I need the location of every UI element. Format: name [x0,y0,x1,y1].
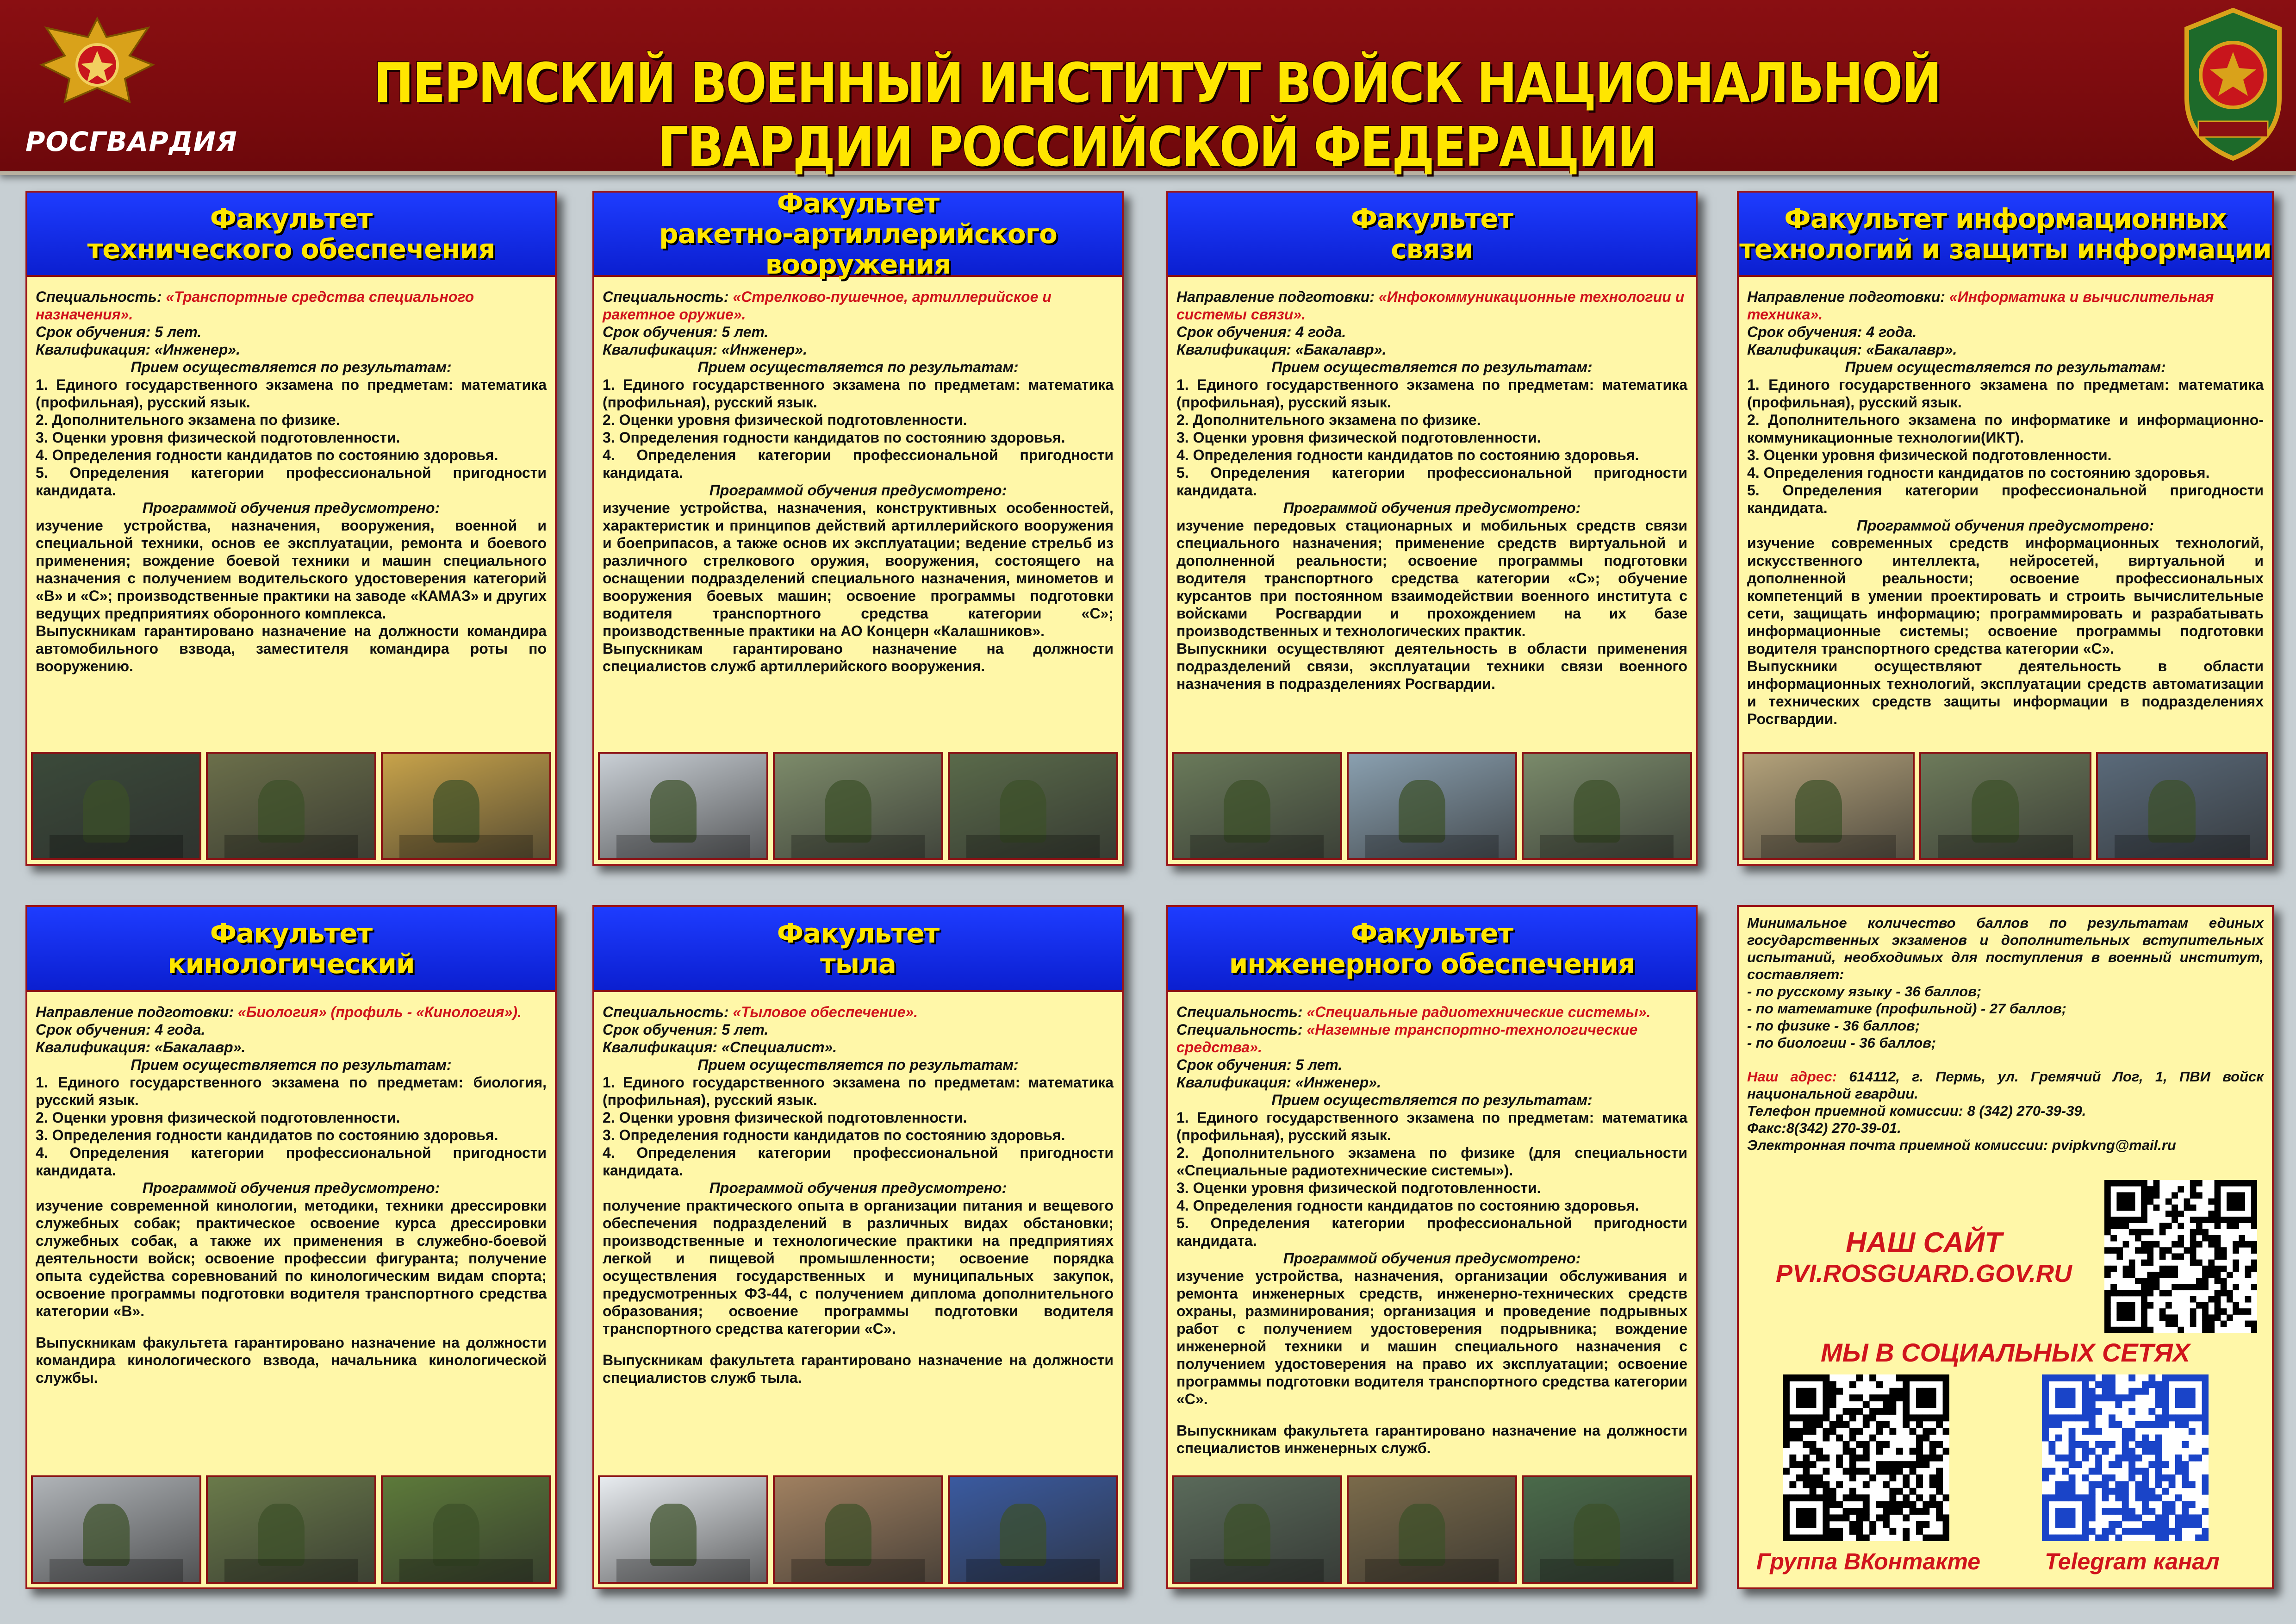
program-heading: Программой обучения предусмотрено: [709,1180,1007,1196]
faculty-photo [773,1475,943,1584]
faculty-body [36,288,547,675]
faculty-photo [1347,752,1517,860]
admission-heading: Прием осуществляется по результатам: [1271,1092,1593,1108]
faculty-photo [1172,1475,1342,1584]
rosgvardia-logo: РОСГВАРДИЯ [25,126,237,157]
faculty-photo [381,752,551,860]
min-score-text: Минимальное количество баллов по результатам единых государственных экзаменов и дополнительных вступительных испытаний, необходимых для поступления в военный институт, составляет: [1747,915,2264,982]
photo-strip [1172,1475,1692,1584]
faculty-photo [2096,752,2268,860]
qualification: Квалификация: «Инженер». [1176,1074,1381,1091]
qr-icon [2104,1180,2257,1333]
admission-item: 3. Определения годности кандидатов по состоянию здоровья. [603,429,1065,446]
program-heading: Программой обучения предусмотрено: [1856,517,2154,534]
score-item: - по русскому языку - 36 баллов; [1747,983,1982,999]
qualification: Квалификация: «Специалист». [603,1039,837,1056]
eagle-emblem-icon [37,9,157,116]
study-term: Срок обучения: 5 лет. [36,324,202,340]
vk-qr-icon [1783,1374,1949,1541]
admission-item: 4. Определения годности кандидатов по состоянию здоровья. [1176,447,1639,463]
spec-label: Специальность: [1176,1021,1303,1038]
qualification: Квалификация: «Инженер». [36,341,240,358]
study-term: Срок обучения: 4 года. [1176,324,1346,340]
faculty-photo [773,752,943,860]
site-link[interactable]: PVI.ROSGUARD.GOV.RU [1775,1260,2072,1287]
faculty-card [1166,191,1698,866]
photo-strip [31,752,551,860]
faculty-card [1737,191,2274,866]
admission-item: 3. Определения годности кандидатов по состоянию здоровья. [36,1127,498,1143]
admission-item: 4. Определения годности кандидатов по состоянию здоровья. [1747,464,2210,481]
faculty-photo [598,1475,768,1584]
study-term: Срок обучения: 5 лет. [1176,1056,1343,1073]
admission-item: 1. Единого государственного экзамена по предметам: математика (профильная), русский язык. [603,376,1114,411]
admission-item: 2. Оценки уровня физической подготовленности. [36,1109,400,1126]
faculty-photo [948,1475,1118,1584]
admission-heading: Прием осуществляется по результатам: [697,359,1019,375]
admission-item: 1. Единого государственного экзамена по предметам: математика (профильная), русский язык. [1176,1109,1687,1143]
program-heading: Программой обучения предусмотрено: [709,482,1007,499]
faculty-title-line2: тыла [820,948,896,980]
faculty-photo [598,752,768,860]
faculty-photo [206,1475,376,1584]
vk-caption[interactable]: Группа ВКонтакте [1756,1549,1981,1574]
faculty-header [27,907,555,992]
faculty-card [25,191,557,866]
faculty-body [1176,288,1687,693]
program-heading: Программой обучения предусмотрено: [142,500,440,516]
faculty-body [1176,1003,1687,1457]
admission-item: 2. Дополнительного экзамена по физике. [1176,412,1481,428]
spec-value: «Тыловое обеспечение». [733,1004,918,1020]
photo-strip [598,752,1118,860]
program-text: изучение устройства, назначения, вооружения, военной и специальной техники, основ ее эксплуатации, ремонта и боевого применения; вождение боевой техники и машин специального назначения с получением водительского удостоверения категорий «В» и «С»; производственные практики на заводе «КАМАЗ» и других ведущих предприятиях оборонного комплекса. [36,517,547,622]
admission-item: 2. Дополнительного экзамена по информатике и информационно-коммуникационные технологии(ИКТ). [1747,412,2264,446]
admission-item: 3. Определения годности кандидатов по состоянию здоровья. [603,1127,1065,1143]
graduate-text: Выпускникам факультета гарантировано назначение на должности специалистов инженерных служб. [1176,1422,1687,1456]
spec-value: «Инфокоммуникационные технологии и системы связи». [1176,288,1685,323]
telegram-caption[interactable]: Telegram канал [2045,1549,2220,1574]
admission-item: 5. Определения категории профессиональной пригодности кандидата. [36,464,547,499]
graduate-text: Выпускникам факультета гарантировано назначение на должности командира кинологического взвода, начальника кинологической службы. [36,1334,547,1386]
faculty-photo [1742,752,1915,860]
program-heading: Программой обучения предусмотрено: [1283,1250,1581,1267]
admission-item: 2. Дополнительного экзамена по физике. [36,412,340,428]
faculty-title-line2: технического обеспечения [87,233,495,265]
faculty-header [594,907,1122,992]
admission-heading: Прием осуществляется по результатам: [131,1056,452,1073]
faculty-photo [206,752,376,860]
admission-item: 2. Дополнительного экзамена по физике (для специальности «Специальные радиотехнические системы»). [1176,1144,1687,1179]
admission-heading: Прием осуществляется по результатам: [1845,359,2166,375]
faculty-photo [1919,752,2091,860]
faculty-title-line1: Факультет [210,918,373,949]
faculty-title-line1: Факультет [1350,918,1513,949]
study-term: Срок обучения: 4 года. [1747,324,1917,340]
graduate-text: Выпускники осуществляют деятельность в области информационных технологий, эксплуатации средств автоматизации и технических средств защиты информации в подразделениях Росгвардии. [1747,658,2264,727]
spec-value: «Информатика и вычислительная техника». [1747,288,2214,323]
spec-value: «Стрелково-пушечное, артиллерийское и ракетное оружие». [603,288,1052,323]
program-text: изучение современной кинологии, методики, техники дрессировки служебных собак; практическое освоение курса дрессировки служебных собак, а также их применения в служебно-боевой деятельности войск; освоение профессии фигуранта; получение опыта судейства соревнований по кинологическим видам спорта; освоение программы подготовки водителя транспортного средства категории «В». [36,1197,547,1319]
program-text: изучение передовых стационарных и мобильных средств связи специального назначения; применение средств виртуальной и дополненной реальности; освоение программы подготовки водителя транспортного средства категории «С»; обучение курсантов при постоянном взаимодействии военного института с войсками Росгвардии и прохождением на их базе производственных и технологических практик. [1176,517,1687,639]
vk-qr-code[interactable] [1783,1374,1949,1541]
faculty-body [36,1003,547,1387]
faculty-photo [31,752,201,860]
admission-item: 4. Определения категории профессиональной пригодности кандидата. [603,447,1114,481]
qualification: Квалификация: «Инженер». [603,341,807,358]
faculty-header [1739,193,2272,277]
photo-strip [1172,752,1692,860]
photo-strip [1742,752,2268,860]
study-term: Срок обучения: 5 лет. [603,324,769,340]
site-qr-code[interactable] [2104,1180,2257,1333]
fax: Факс:8(342) 270-39-01. [1747,1120,1901,1136]
faculty-photo [1522,1475,1692,1584]
faculty-photo [381,1475,551,1584]
program-text: получение практического опыта в организации питания и вещевого обеспечения подразделений в различных видах обстановки; производственные и технологические практики на предприятиях легкой и пищевой промышленности; освоение порядка осуществления государственных и муниципальных закупок, предусмотренных ФЗ-44, с получением диплома дополнительного образования; освоение программы подготовки водителя транспортного средства категории «С». [603,1197,1114,1337]
program-text: изучение устройства, назначения, конструктивных особенностей, характеристик и принципов действий артиллерийского вооружения и боеприпасов, а также основ их эксплуатации; ведение стрельб из различного стрелкового оружия, вооружения, состоящего на оснащении подразделений специального назначения, минометов и вооружения боевых машин; освоение программы подготовки водителя транспортного средства категории «С»; производственные практики на АО Концерн «Калашников». [603,500,1114,639]
faculty-title-line2: связи [1391,233,1473,265]
graduate-text: Выпускникам факультета гарантировано назначение на должности специалистов служб тыла. [603,1352,1114,1386]
telegram-qr-icon [2042,1374,2209,1541]
faculty-card [592,905,1124,1589]
info-panel [1737,905,2274,1589]
admission-item: 3. Оценки уровня физической подготовленности. [1747,447,2112,463]
admission-heading: Прием осуществляется по результатам: [1271,359,1593,375]
admission-item: 5. Определения категории профессиональной пригодности кандидата. [1176,1215,1687,1249]
graduate-text: Выпускникам гарантировано назначение на должности командира автомобильного взвода, заместителя командира роты по вооружению. [36,623,547,675]
faculty-title-line1: Факультет [777,191,940,219]
spec-label: Специальность: [603,288,729,305]
spec-value: «Наземные транспортно-технологические средства». [1176,1021,1638,1056]
faculty-title-line1: Факультет [777,918,940,949]
faculty-card [1166,905,1698,1589]
faculty-title-line2: технологий и защиты информации [1739,233,2271,265]
graduate-text: Выпускники осуществляют деятельность в области применения подразделений связи, эксплуатации техники связи военного назначения в подразделениях Росгвардии. [1176,640,1687,692]
faculty-body [1747,288,2264,728]
admission-item: 1. Единого государственного экзамена по предметам: биология, русский язык. [36,1074,547,1108]
spec-label: Специальность: [36,288,162,305]
admission-heading: Прием осуществляется по результатам: [697,1056,1019,1073]
qualification: Квалификация: «Бакалавр». [1176,341,1387,358]
admission-item: 5. Определения категории профессиональной пригодности кандидата. [1176,464,1687,499]
faculty-title-line1: Факультет [1350,203,1513,234]
admission-item: 1. Единого государственного экзамена по предметам: математика (профильная), русский язык. [36,376,547,411]
program-text: изучение устройства, назначения, организации обслуживания и ремонта инженерных средств, инженерно-технических средств охраны, разминирования; организация и проведение подрывных работ с получением удостоверения подрывника; вождение инженерной техники и машин специального назначения с получением удостоверения на право их эксплуатации; освоение программы подготовки водителя транспортного средства категории «С». [1176,1268,1687,1407]
admission-item: 3. Оценки уровня физической подготовленности. [1176,429,1541,446]
faculty-card [25,905,557,1589]
faculty-header [1168,193,1696,277]
spec-label: Специальность: [603,1004,729,1020]
institute-badge-icon [2180,6,2286,163]
spec-value: «Биология» (профиль - «Кинология»). [237,1004,522,1020]
spec-label: Направление подготовки: [36,1004,234,1020]
spec-label: Направление подготовки: [1176,288,1375,305]
admission-item: 1. Единого государственного экзамена по предметам: математика (профильная), русский язык. [603,1074,1114,1108]
admission-item: 2. Оценки уровня физической подготовленности. [603,1109,967,1126]
spec-label: Направление подготовки: [1747,288,1945,305]
faculty-body [603,288,1114,675]
faculty-title-line2: кинологический [168,948,415,980]
qualification: Квалификация: «Бакалавр». [1747,341,1957,358]
admission-item: 4. Определения категории профессиональной пригодности кандидата. [36,1144,547,1179]
faculty-photo [1347,1475,1517,1584]
program-heading: Программой обучения предусмотрено: [142,1180,440,1196]
site-label: НАШ САЙТ [1846,1227,2002,1259]
spec-value: «Транспортные средства специального назначения». [36,288,474,323]
program-heading: Программой обучения предусмотрено: [1283,500,1581,516]
graduate-text: Выпускникам гарантировано назначение на должности специалистов служб артиллерийского вооружения. [603,640,1114,675]
photo-strip [598,1475,1118,1584]
qualification: Квалификация: «Бакалавр». [36,1039,246,1056]
faculty-title-line1: Факультет [210,203,373,234]
telegram-qr-code[interactable] [2042,1374,2209,1541]
faculty-header [594,191,1122,280]
faculty-body [603,1003,1114,1387]
admission-item: 4. Определения годности кандидатов по состоянию здоровья. [36,447,498,463]
study-term: Срок обучения: 4 года. [36,1021,205,1038]
admission-item: 3. Оценки уровня физической подготовленности. [36,429,400,446]
admission-item: 5. Определения категории профессиональной пригодности кандидата. [1747,482,2264,516]
spec-label: Специальность: [1176,1004,1303,1020]
photo-strip [31,1475,551,1584]
page-title: ПЕРМСКИЙ ВОЕННЫЙ ИНСТИТУТ ВОЙСК НАЦИОНАЛЬНОЙ ГВАРДИИ РОССИЙСКОЙ ФЕДЕРАЦИИ [373,51,1941,179]
admission-heading: Прием осуществляется по результатам: [131,359,452,375]
faculty-header [27,193,555,277]
social-title: МЫ В СОЦИАЛЬНЫХ СЕТЯХ [1820,1338,2190,1367]
address-label: Наш адрес: [1747,1068,1837,1085]
admission-item: 3. Оценки уровня физической подготовленности. [1176,1180,1541,1196]
admission-item: 4. Определения годности кандидатов по состоянию здоровья. [1176,1197,1639,1214]
faculty-title-line1: Факультет информационных [1784,203,2227,234]
score-item: - по биологии - 36 баллов; [1747,1035,1936,1051]
faculty-title-line2: инженерного обеспечения [1229,948,1635,980]
email: Электронная почта приемной комиссии: pvipkvng@mail.ru [1747,1137,2176,1153]
faculty-photo [948,752,1118,860]
admission-item: 2. Оценки уровня физической подготовленности. [603,412,967,428]
phone: Телефон приемной комиссии: 8 (342) 270-39-39. [1747,1103,2086,1119]
program-text: изучение современных средств информационных технологий, искусственного интеллекта, нейросетей, виртуальной и дополненной реальности; освоение профессиональных компетенций в умении проектировать и строить вычислительные сети, защищать информацию; программировать и разрабатывать информационные системы; освоение программы подготовки водителя транспортного средства категории «С». [1747,535,2264,657]
faculty-card [592,191,1124,866]
faculty-header [1168,907,1696,992]
study-term: Срок обучения: 5 лет. [603,1021,769,1038]
faculty-photo [1522,752,1692,860]
header-banner [0,0,2296,179]
admission-item: 4. Определения категории профессиональной пригодности кандидата. [603,1144,1114,1179]
score-item: - по математике (профильной) - 27 баллов; [1747,1000,2066,1017]
faculty-title-line2: ракетно-артиллерийского вооружения [659,218,1057,280]
faculty-photo [1172,752,1342,860]
address: 614112, г. Пермь, ул. Гремячий Лог, 1, ПВИ войск национальной гвардии. [1747,1068,2264,1102]
faculty-photo [31,1475,201,1584]
admission-item: 1. Единого государственного экзамена по предметам: математика (профильная), русский язык. [1747,376,2264,411]
spec-value: «Специальные радиотехнические системы». [1307,1004,1651,1020]
admission-item: 1. Единого государственного экзамена по предметам: математика (профильная), русский язык. [1176,376,1687,411]
score-item: - по физике - 36 баллов; [1747,1018,1920,1034]
